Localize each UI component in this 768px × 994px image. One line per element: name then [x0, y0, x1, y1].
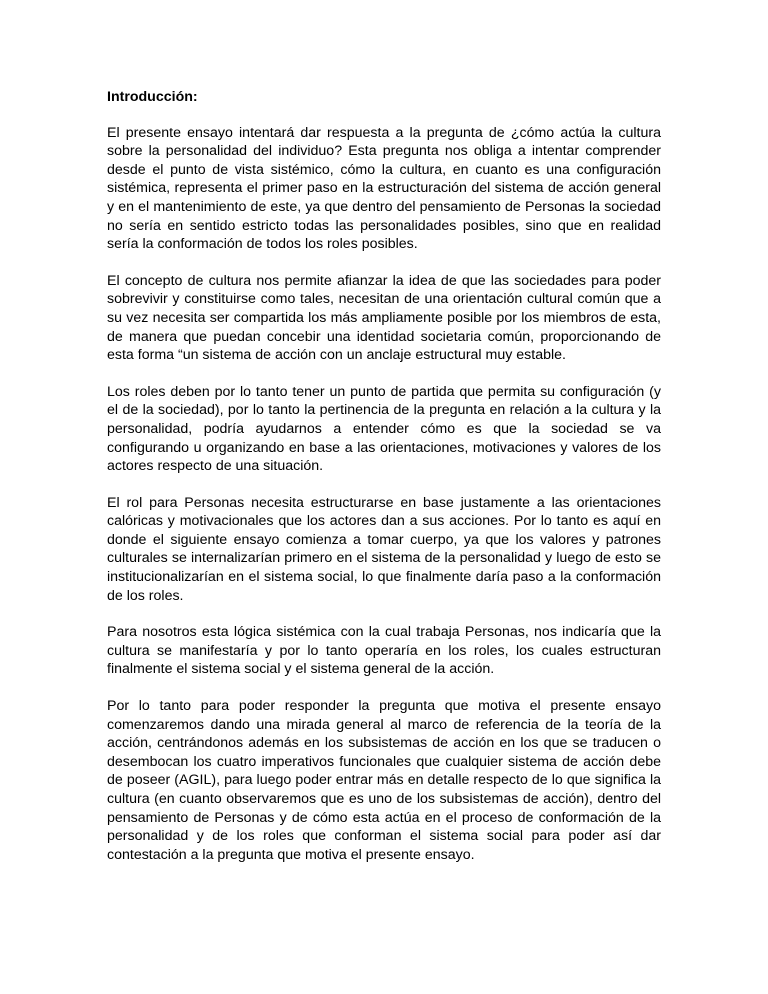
paragraph-2: El concepto de cultura nos permite afianzar la idea de que las sociedades para poder sobrevivir y constituirse como tales, necesitan de una orientación cultural común que a su vez necesita ser compartida los más ampliamente posible por los miembros de esta, de manera que puedan concebir una identidad societaria común, proporcionando de esta forma “un sistema de acción con un anclaje estructural muy estable. — [107, 272, 661, 364]
paragraph-1: El presente ensayo intentará dar respuesta a la pregunta de ¿cómo actúa la cultura sobre la personalidad del individuo? Esta pregunta nos obliga a intentar comprender desde el punto de vista sistémico, cómo la cultura, en cuanto es una configuración sistémica, representa el primer paso en la estructuración del sistema de acción general y en el mantenimiento de este, ya que dentro del pensamiento de Personas la sociedad no sería en sentido estricto todas las personalidades posibles, sino que en realidad sería la conformación de todos los roles posibles. — [107, 124, 661, 253]
paragraph-4: El rol para Personas necesita estructurarse en base justamente a las orientaciones calóricas y motivacionales que los actores dan a sus acciones. Por lo tanto es aquí en donde el siguiente ensayo comienza a tomar cuerpo, ya que los valores y patrones culturales se internalizarían primero en el sistema de la personalidad y luego de esto se institucionalizarían en el sistema social, lo que finalmente daría paso a la conformación de los roles. — [107, 494, 661, 604]
document-body — [107, 88, 661, 882]
paragraph-3: Los roles deben por lo tanto tener un punto de partida que permita su configuración (y el de la sociedad), por lo tanto la pertinencia de la pregunta en relación a la cultura y la personalidad, podría ayudarnos a entender cómo es que la sociedad se va configurando u organizando en base a las orientaciones, motivaciones y valores de los actores respecto de una situación. — [107, 383, 661, 475]
section-heading: Introducción: — [107, 89, 198, 105]
paragraph-5: Para nosotros esta lógica sistémica con la cual trabaja Personas, nos indicaría que la cultura se manifestaría y por lo tanto operaría en los roles, los cuales estructuran finalmente el sistema social y el sistema general de la acción. — [107, 624, 661, 678]
paragraph-6: Por lo tanto para poder responder la pregunta que motiva el presente ensayo comenzaremos dando una mirada general al marco de referencia de la teoría de la acción, centrándonos además en los subsistemas de acción en los que se traducen o desembocan los cuatro imperativos funcionales que cualquier sistema de acción debe de poseer (AGIL), para luego poder entrar más en detalle respecto de lo que significa la cultura (en cuanto observaremos que es uno de los subsistemas de acción), dentro del pensamiento de Personas y de cómo esta actúa en el proceso de conformación de la personalidad y de los roles que conforman el sistema social para poder así dar contestación a la pregunta que motiva el presente ensayo. — [107, 698, 661, 863]
